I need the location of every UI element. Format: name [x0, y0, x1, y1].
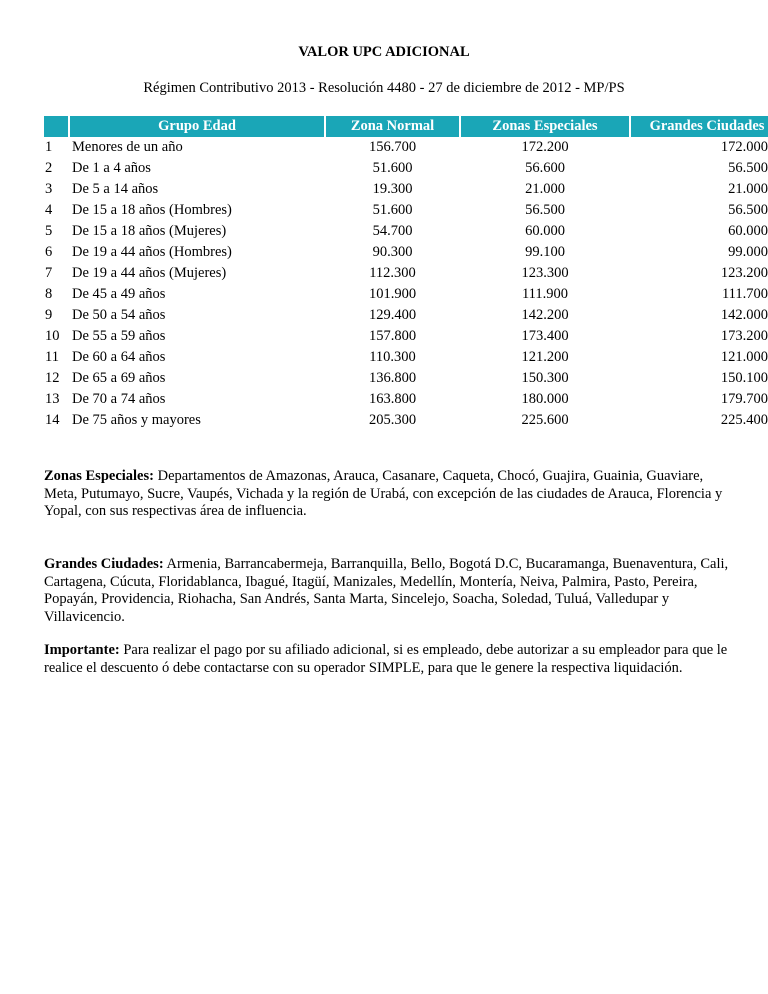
table-body [44, 137, 768, 431]
grupo-edad-cell: De 1 a 4 años [72, 160, 151, 176]
zona-normal-cell: 110.300 [369, 349, 416, 365]
table-row [44, 389, 768, 410]
row-number: 13 [45, 391, 60, 407]
table-row [44, 284, 768, 305]
grupo-edad-cell: De 65 a 69 años [72, 370, 166, 386]
zona-normal-cell: 157.800 [368, 328, 417, 344]
zona-normal-cell: 136.800 [368, 370, 417, 386]
grupo-edad-cell: De 70 a 74 años [72, 391, 166, 407]
grandes-ciudades-cell: 225.400 [720, 412, 768, 428]
grandes-ciudades-cell: 173.200 [720, 328, 768, 344]
grupo-edad-cell: De 19 a 44 años (Hombres) [72, 244, 232, 260]
table-row [44, 137, 768, 158]
grandes-ciudades-cell: 123.200 [720, 265, 768, 281]
grandes-ciudades-cell: 60.000 [728, 223, 768, 239]
row-number: 1 [45, 139, 53, 155]
zona-normal-cell: 156.700 [368, 139, 417, 155]
zonas-especiales-cell: 172.200 [521, 139, 569, 155]
page-title: VALOR UPC ADICIONAL [298, 44, 470, 60]
zona-normal-cell: 101.900 [368, 286, 417, 302]
grupo-edad-cell: De 75 años y mayores [72, 412, 201, 428]
table-row [44, 368, 768, 389]
grandes-ciudades-cell: 56.500 [728, 160, 768, 176]
zonas-especiales-cell: 99.100 [525, 244, 565, 260]
grandes-ciudades-cell: 150.100 [720, 370, 768, 386]
grandes-ciudades-cell: 21.000 [728, 181, 768, 197]
zona-normal-cell: 54.700 [372, 223, 413, 239]
column-header-zonas-especiales: Zonas Especiales [460, 116, 630, 137]
zonas-especiales-cell: 121.200 [521, 349, 569, 365]
note-grandes-ciudades [44, 556, 734, 626]
upc-table-container [44, 116, 768, 431]
zonas-especiales-cell: 56.600 [525, 160, 565, 176]
grandes-ciudades-cell: 121.000 [720, 349, 768, 365]
note-grandes-ciudades-label: Grandes Ciudades: [44, 556, 164, 572]
column-header-grupo-edad: Grupo Edad [69, 116, 325, 137]
table-row [44, 179, 768, 200]
table-row [44, 263, 768, 284]
zona-normal-cell: 112.300 [369, 265, 416, 281]
grupo-edad-cell: De 15 a 18 años (Mujeres) [72, 223, 227, 239]
row-number: 5 [45, 223, 53, 239]
note-importante [44, 642, 734, 677]
table-row [44, 410, 768, 431]
grupo-edad-cell: De 45 a 49 años [72, 286, 166, 302]
table-row [44, 326, 768, 347]
zonas-especiales-cell: 56.500 [525, 202, 565, 218]
page-subtitle: Régimen Contributivo 2013 - Resolución 4480 - 27 de diciembre de 2012 - MP/PS [143, 80, 625, 96]
note-zonas-especiales-text: Departamentos de Amazonas, Arauca, Casanare, Caqueta, Chocó, Guajira, Guainia, Guaviare, Meta, Putumayo, Sucre, Vaupés, Vichada y la región de Urabá, con excepción de las ciudades de Arauca, Florencia y Yopal, con sus respectivas área de influencia. [44, 468, 723, 519]
zonas-especiales-cell: 173.400 [521, 328, 569, 344]
row-number: 14 [45, 412, 60, 428]
grupo-edad-cell: De 19 a 44 años (Mujeres) [72, 265, 227, 281]
row-number: 11 [45, 349, 59, 365]
zonas-especiales-cell: 123.300 [521, 265, 569, 281]
grupo-edad-cell: Menores de un año [72, 139, 183, 155]
note-zonas-especiales-label: Zonas Especiales: [44, 468, 154, 484]
table-row [44, 347, 768, 368]
row-number: 8 [45, 286, 53, 302]
grandes-ciudades-cell: 111.700 [721, 286, 768, 302]
zonas-especiales-cell: 225.600 [521, 412, 569, 428]
zonas-especiales-cell: 180.000 [521, 391, 569, 407]
note-zonas-especiales [44, 468, 734, 521]
table-row [44, 200, 768, 221]
zonas-especiales-cell: 60.000 [525, 223, 565, 239]
grandes-ciudades-cell: 99.000 [728, 244, 768, 260]
grandes-ciudades-cell: 172.000 [720, 139, 768, 155]
zona-normal-cell: 90.300 [372, 244, 413, 260]
zona-normal-cell: 51.600 [372, 160, 413, 176]
grandes-ciudades-cell: 142.000 [720, 307, 768, 323]
zona-normal-cell: 129.400 [368, 307, 417, 323]
zona-normal-cell: 205.300 [368, 412, 417, 428]
row-number: 12 [45, 370, 60, 386]
zonas-especiales-cell: 21.000 [525, 181, 565, 197]
upc-table [44, 116, 768, 431]
row-number: 3 [45, 181, 53, 197]
column-header-zona-normal: Zona Normal [325, 116, 460, 137]
grupo-edad-cell: De 50 a 54 años [72, 307, 166, 323]
column-header-grandes-ciudades: Grandes Ciudades [630, 116, 768, 137]
row-number: 2 [45, 160, 53, 176]
zonas-especiales-cell: 142.200 [521, 307, 569, 323]
note-grandes-ciudades-text: Armenia, Barrancabermeja, Barranquilla, Bello, Bogotá D.C, Bucaramanga, Buenaventura, Cali, Cartagena, Cúcuta, Floridablanca, Ibagué, Itagüí, Manizales, Medellín, Montería, Neiva, Palmira, Pasto, Pereira, Popayán, Providencia, Riohacha, San Andrés, Santa Marta, Sincelejo, Soacha, Soledad, Tuluá, Valledupar y Villavicencio. [44, 556, 729, 625]
table-header-row [44, 116, 768, 137]
grupo-edad-cell: De 60 a 64 años [72, 349, 166, 365]
zonas-especiales-cell: 150.300 [521, 370, 569, 386]
row-number: 9 [45, 307, 53, 323]
table-row [44, 158, 768, 179]
grupo-edad-cell: De 55 a 59 años [72, 328, 166, 344]
grandes-ciudades-cell: 179.700 [720, 391, 768, 407]
note-importante-label: Importante: [44, 642, 120, 658]
zona-normal-cell: 51.600 [372, 202, 413, 218]
grupo-edad-cell: De 15 a 18 años (Hombres) [72, 202, 232, 218]
table-row [44, 221, 768, 242]
table-row [44, 242, 768, 263]
note-importante-text: Para realizar el pago por su afiliado adicional, si es empleado, debe autorizar a su empleador para que le realice el descuento ó debe contactarse con su operador SIMPLE, para que le genere la respectiva liquidación. [44, 642, 728, 676]
row-number: 6 [45, 244, 53, 260]
row-number: 10 [45, 328, 60, 344]
grandes-ciudades-cell: 56.500 [728, 202, 768, 218]
grupo-edad-cell: De 5 a 14 años [72, 181, 159, 197]
zonas-especiales-cell: 111.900 [521, 286, 569, 302]
column-header-number [44, 116, 69, 137]
row-number: 4 [45, 202, 53, 218]
row-number: 7 [45, 265, 53, 281]
zona-normal-cell: 163.800 [368, 391, 417, 407]
table-row [44, 305, 768, 326]
zona-normal-cell: 19.300 [372, 181, 413, 197]
